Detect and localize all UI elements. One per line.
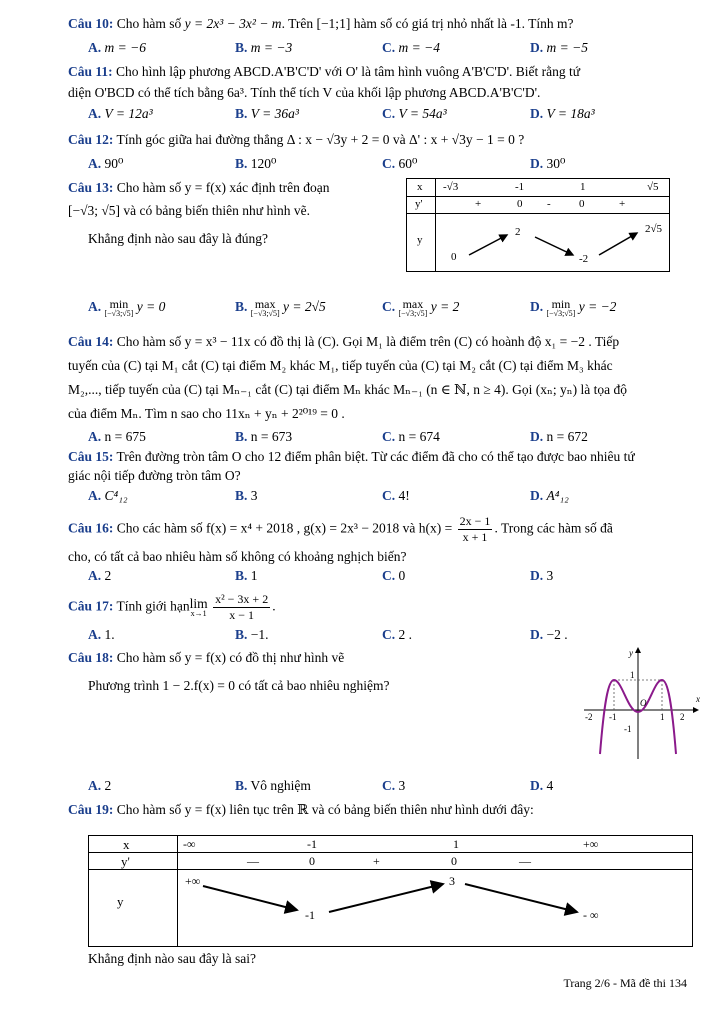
q11-option-b[interactable]: B. V = 36a³ [235,106,299,121]
q17-option-d[interactable]: D. −2 . [530,627,568,642]
q11-option-a[interactable]: A. V = 12a³ [88,106,153,121]
q13-variation-table: x y' y -√3 -1 1 √5 + 0 - 0 + 0 2 -2 2√5 [406,178,670,272]
q18-option-b[interactable]: B. Vô nghiệm [235,778,311,793]
q12-option-d[interactable]: D. 30⁰ [530,156,566,171]
q16-option-b[interactable]: B. 1 [235,568,258,583]
q18-option-c[interactable]: C. 3 [382,778,406,793]
q14-stem-line2: tuyến của (C) tại M₁ cắt (C) tại điểm M₂ khác M₁, tiếp tuyến của (C) tại M₂ cắt (C) tại điểm M₃ khác [68,358,613,373]
q14-option-b[interactable]: B. n = 673 [235,429,293,444]
q11-option-c[interactable]: C. V = 54a³ [382,106,447,121]
q14-option-a[interactable]: A. n = 675 [88,429,146,444]
q13-option-c[interactable]: C. max [−√3;√5] y = 2 [382,297,460,318]
q13-option-b[interactable]: B. max [−√3;√5] y = 2√5 [235,297,326,318]
q14-option-d[interactable]: D. n = 672 [530,429,588,444]
q18-origin-label: O [640,698,647,708]
q12-option-c[interactable]: C. 60⁰ [382,156,418,171]
q16-option-c[interactable]: C. 0 [382,568,406,583]
q19-table-arrows [89,836,692,946]
q18-option-d[interactable]: D. 4 [530,778,554,793]
q18-x-tick: 1 [660,712,665,722]
q18-stem-line2: Phương trình 1 − 2.f(x) = 0 có tất cả bao nhiêu nghiệm? [88,678,390,693]
q10-option-a[interactable]: A. m = −6 [88,40,146,55]
q13-stem-line2: [−√3; √5] và có bảng biến thiên như hình vẽ. [68,203,310,218]
q13-option-a[interactable]: A. min [−√3;√5] y = 0 [88,297,166,318]
q14-stem-line3: M₂,..., tiếp tuyến của (C) tại Mₙ₋₁ cắt (C) tại điểm Mₙ khác Mₙ₋₁ (n ∈ ℕ, n ≥ 4). Gọi (xₙ; yₙ) là tọa độ [68,382,627,397]
page-footer: Trang 2/6 - Mã đề thi 134 [563,976,687,990]
q18-y-tick: -1 [624,724,632,734]
q18-y-axis-label: y [629,648,633,658]
q18-x-tick: -1 [609,712,617,722]
q15-option-d[interactable]: D. A⁴₁₂ [530,488,569,503]
q19-question: Khẳng định nào sau đây là sai? [88,951,256,966]
q11-stem-line2: diện O'BCD có thể tích bằng 6a³. Tính thể tích V của khối lập phương ABCD.A'B'C'D'. [68,85,541,100]
q11-stem-line1: Câu 11: Cho hình lập phương ABCD.A'B'C'D' với O' là tâm hình vuông A'B'C'D'. Biết rằng tứ [68,64,581,79]
q18-option-a[interactable]: A. 2 [88,778,112,793]
q16-option-a[interactable]: A. 2 [88,568,112,583]
q14-option-c[interactable]: C. n = 674 [382,429,440,444]
q18-y-tick: 1 [630,670,635,680]
q15-option-a[interactable]: A. C⁴₁₂ [88,488,128,503]
q16-option-d[interactable]: D. 3 [530,568,554,583]
q16-stem-line2: cho, có tất cả bao nhiêu hàm số không có khoảng nghịch biến? [68,549,407,564]
q13-option-d[interactable]: D. min [−√3;√5] y = −2 [530,297,617,318]
q11-option-d[interactable]: D. V = 18a³ [530,106,595,121]
q12-option-b[interactable]: B. 120⁰ [235,156,277,171]
q13-stem-line3: Khẳng định nào sau đây là đúng? [88,231,268,246]
q15-stem-line1: Câu 15: Trên đường tròn tâm O cho 12 điểm phân biệt. Từ các điểm đã cho có thể tạo được bao nhiêu tứ [68,449,635,464]
q15-option-c[interactable]: C. 4! [382,488,410,503]
q17-option-b[interactable]: B. −1. [235,627,269,642]
q10-option-c[interactable]: C. m = −4 [382,40,440,55]
q14-stem-line1: Câu 14: Cho hàm số y = x³ − 11x có đồ thị là (C). Gọi M₁ là điểm trên (C) có hoành độ x₁ = −2 . Tiếp [68,334,620,349]
q10-option-b[interactable]: B. m = −3 [235,40,293,55]
q18-x-axis-label: x [696,694,700,704]
q19-stem: Câu 19: Cho hàm số y = f(x) liên tục trên ℝ và có bảng biến thiên như hình dưới đây: [68,802,534,817]
q18-stem-line1: Câu 18: Cho hàm số y = f(x) có đồ thị như hình vẽ [68,650,345,665]
q14-stem-line4: của điểm Mₙ. Tìm n sao cho 11xₙ + yₙ + 2²⁰¹⁹ = 0 . [68,406,345,421]
q17-option-c[interactable]: C. 2 . [382,627,412,642]
q10-label: Câu 10: [68,16,114,31]
q17-option-a[interactable]: A. 1. [88,627,115,642]
q13-stem-line1: Câu 13: Cho hàm số y = f(x) xác định trên đoạn [68,180,330,195]
q12-stem: Câu 12: Tính góc giữa hai đường thẳng Δ : x − √3y + 2 = 0 và Δ' : x + √3y − 1 = 0 ? [68,132,525,147]
q18-function-graph [576,644,702,762]
q16-stem-line1: Câu 16: Cho các hàm số f(x) = x⁴ + 2018 , g(x) = 2x³ − 2018 và h(x) = $\frac{2x - 1}{x + 1}$ . Trong các hàm số đã [68,514,613,544]
q15-stem-line2: giác nội tiếp đường tròn tâm O? [68,468,241,483]
q15-option-b[interactable]: B. 3 [235,488,258,503]
q17-stem: Câu 17: Tính giới hạn lim x→1 $\frac{\text{x² − 3x + 2}}{x - 1}$ . [68,592,276,622]
q10-option-d[interactable]: D. m = −5 [530,40,588,55]
q13-table-arrows [407,179,669,271]
q19-variation-table: x y' y -∞ -1 1 +∞ — 0 + 0 — +∞ -1 3 - ∞ [88,835,693,947]
q10-stem: Câu 10: Cho hàm số y = 2x³ − 3x² − m. Trên [−1;1] hàm số có giá trị nhỏ nhất là -1. Tính m? [68,16,574,31]
q12-option-a[interactable]: A. 90⁰ [88,156,124,171]
q18-x-tick: 2 [680,712,685,722]
q18-x-tick: -2 [585,712,593,722]
